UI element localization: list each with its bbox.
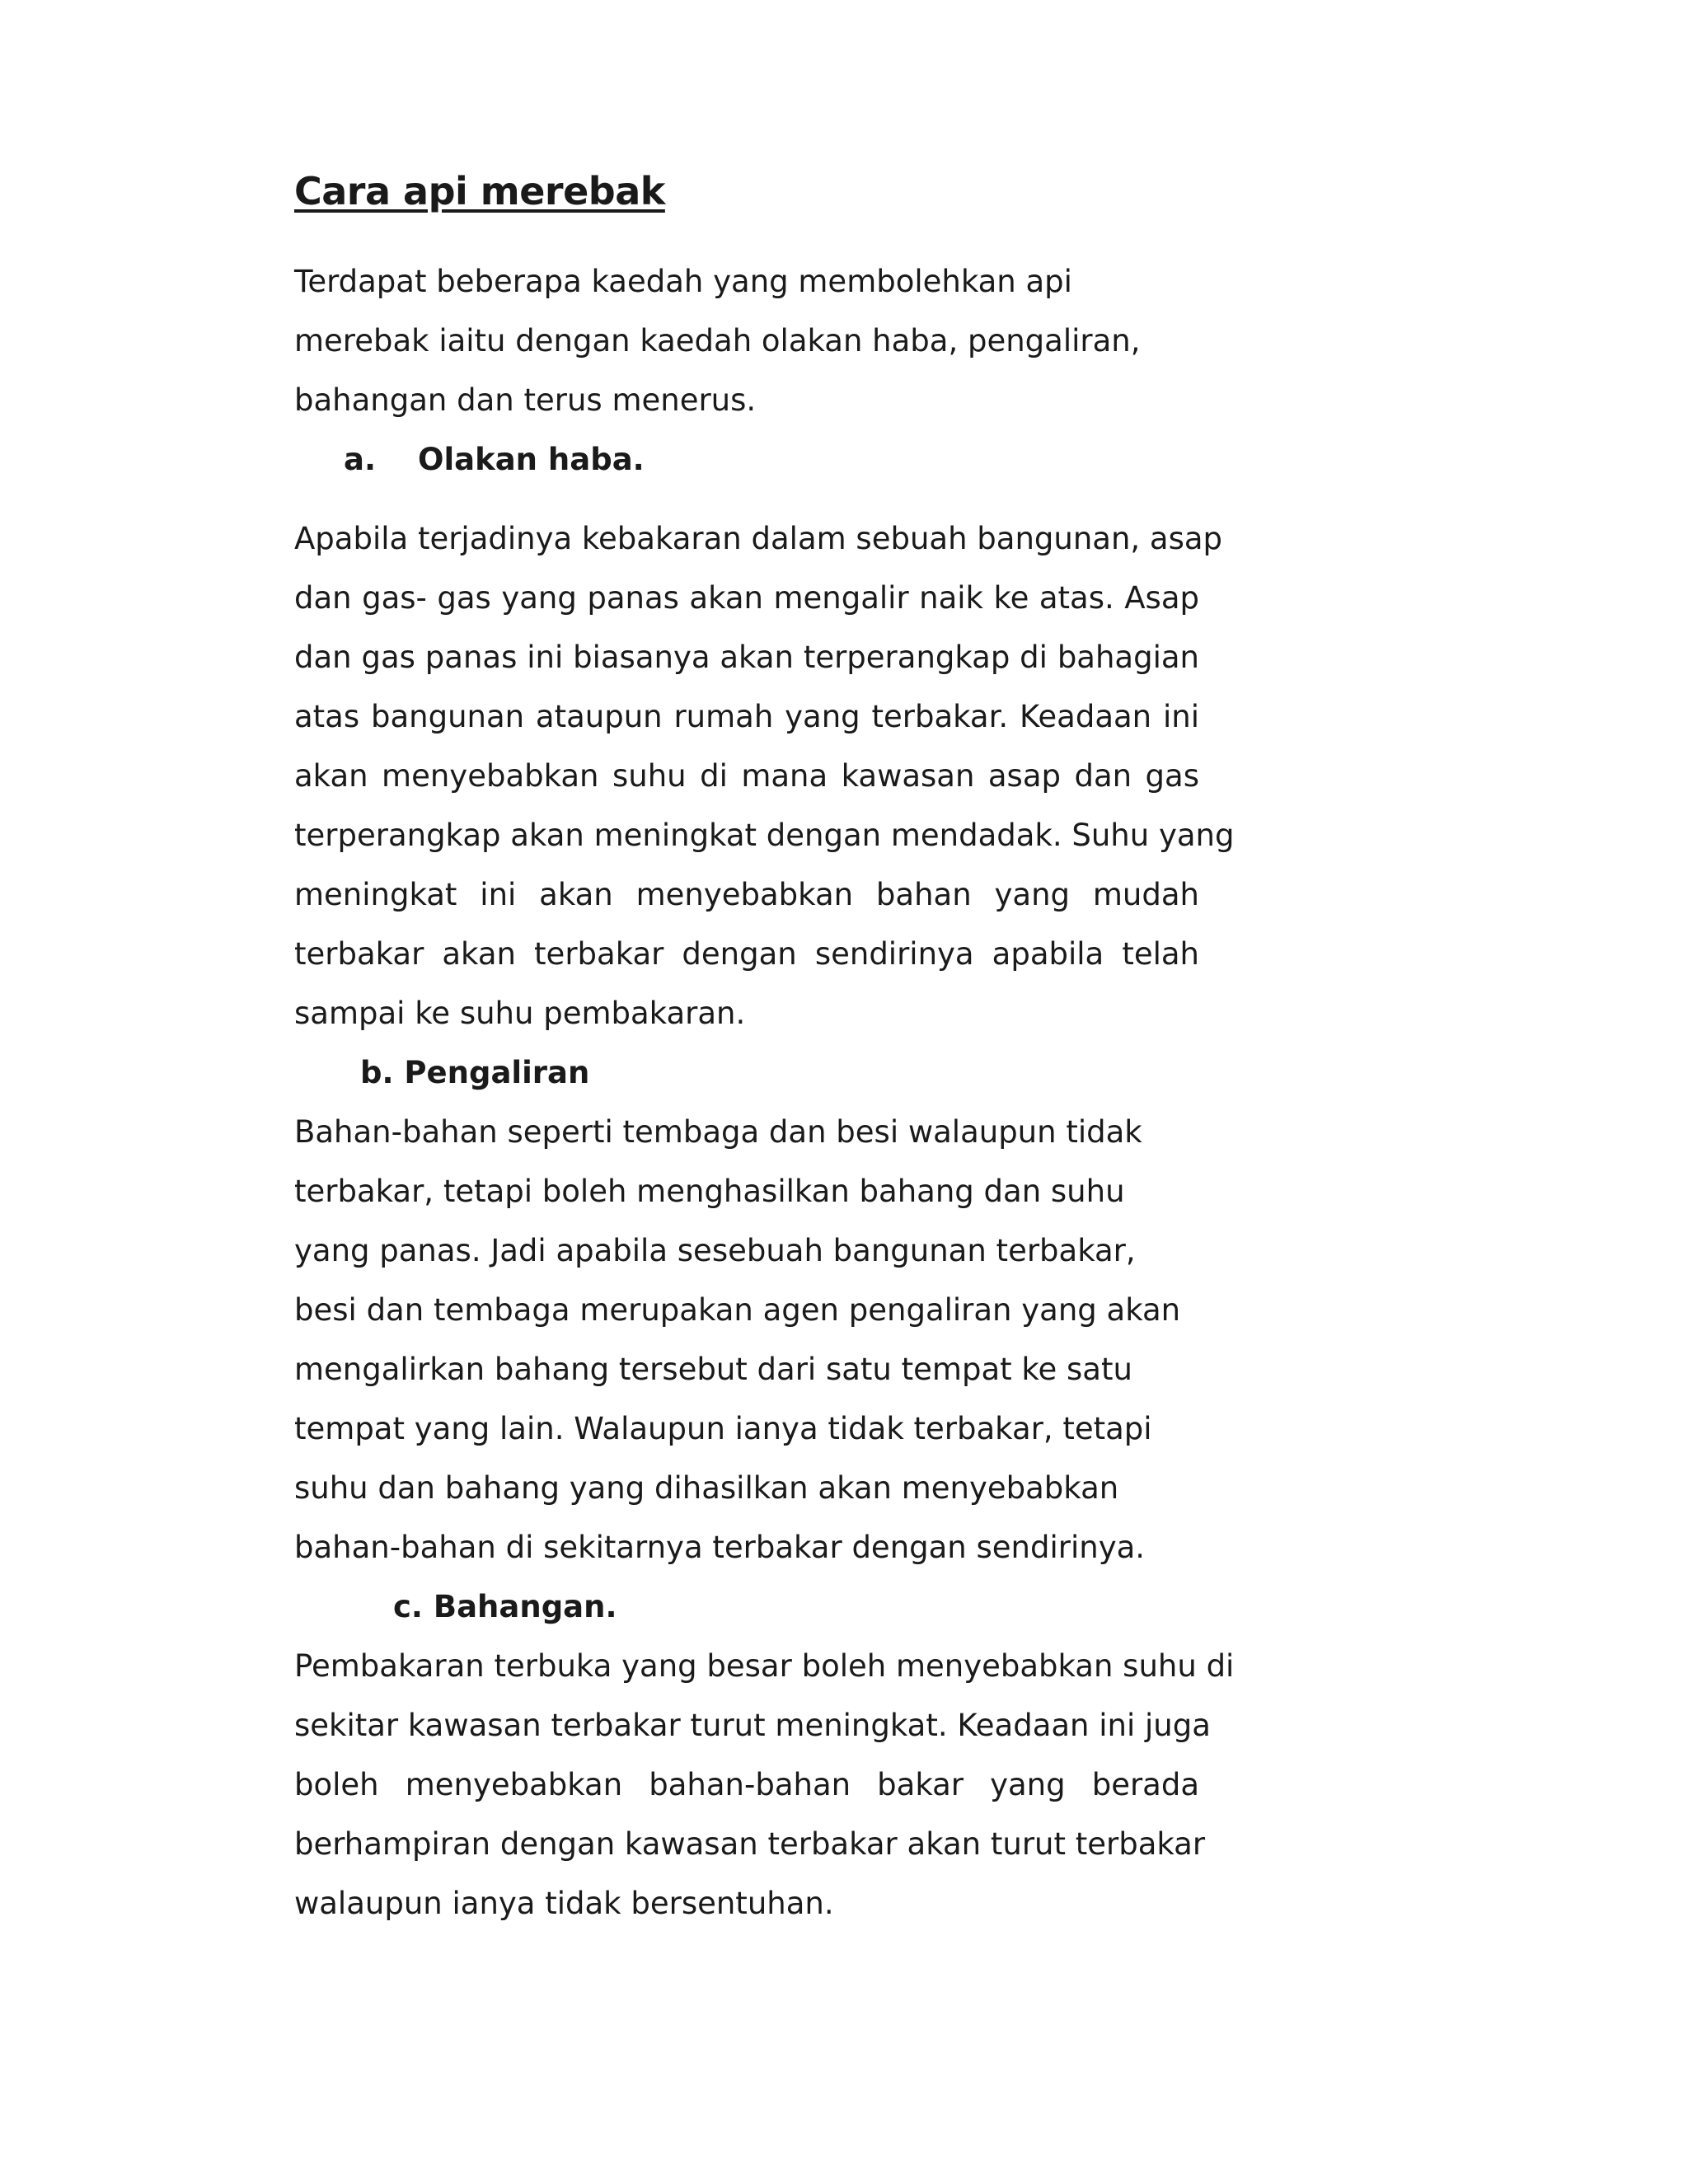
section-heading-pengaliran: b. Pengaliran	[360, 1055, 590, 1090]
text-line: terperangkap akan meningkat dengan mendadak. Suhu yang	[294, 818, 1235, 853]
text-line: atas bangunan ataupun rumah yang terbakar. Keadaan ini	[294, 699, 1199, 734]
text-line: yang panas. Jadi apabila sesebuah bangunan terbakar,	[294, 1233, 1136, 1268]
section-heading-olakan-haba	[344, 430, 1199, 490]
page-title: Cara api merebak	[294, 169, 665, 213]
text-line: dan gas panas ini biasanya akan terperangkap di bahagian	[294, 640, 1199, 675]
text-line: Pembakaran terbuka yang besar boleh menyebabkan suhu di	[294, 1648, 1235, 1684]
text-line: Bahan-bahan seperti tembaga dan besi walaupun tidak	[294, 1114, 1142, 1150]
text-line: besi dan tembaga merupakan agen pengaliran yang akan	[294, 1292, 1181, 1328]
document-body	[294, 165, 1235, 1933]
text-line: walaupun ianya tidak bersentuhan.	[294, 1886, 834, 1921]
text-line: mengalirkan bahang tersebut dari satu tempat ke satu	[294, 1352, 1132, 1387]
text-line: bahangan dan terus menerus.	[294, 382, 757, 418]
text-line: tempat yang lain. Walaupun ianya tidak terbakar, tetapi	[294, 1411, 1152, 1446]
section-paragraph-pengaliran	[294, 1103, 1199, 1577]
text-line: Terdapat beberapa kaedah yang membolehkan api	[294, 264, 1072, 299]
text-line: Apabila terjadinya kebakaran dalam sebuah bangunan, asap	[294, 521, 1223, 556]
section-heading-bahangan: c. Bahangan.	[393, 1589, 617, 1624]
text-line: dan gas- gas yang panas akan mengalir naik ke atas. Asap	[294, 580, 1199, 616]
text-line: suhu dan bahang yang dihasilkan akan menyebabkan	[294, 1470, 1119, 1506]
text-line: merebak iaitu dengan kaedah olakan haba, pengaliran,	[294, 323, 1141, 359]
section-paragraph-olakan-haba	[294, 509, 1235, 1043]
text-line: bahan-bahan di sekitarnya terbakar dengan sendirinya.	[294, 1530, 1146, 1565]
text-line: meningkat ini akan menyebabkan bahan yang mudah	[294, 877, 1199, 912]
text-line: berhampiran dengan kawasan terbakar akan turut terbakar	[294, 1826, 1206, 1862]
text-line: akan menyebabkan suhu di mana kawasan asap dan gas	[294, 758, 1199, 794]
text-line: boleh menyebabkan bahan-bahan bakar yang berada	[294, 1767, 1199, 1802]
intro-paragraph	[294, 252, 1199, 430]
text-line: sampai ke suhu pembakaran.	[294, 996, 746, 1031]
list-marker: a.	[344, 442, 377, 477]
section-paragraph-bahangan	[294, 1637, 1235, 1933]
text-line: sekitar kawasan terbakar turut meningkat. Keadaan ini juga	[294, 1708, 1211, 1743]
text-line: terbakar akan terbakar dengan sendirinya apabila telah	[294, 936, 1199, 972]
section-heading-label: Olakan haba.	[418, 442, 645, 477]
text-line: terbakar, tetapi boleh menghasilkan bahang dan suhu	[294, 1174, 1125, 1209]
